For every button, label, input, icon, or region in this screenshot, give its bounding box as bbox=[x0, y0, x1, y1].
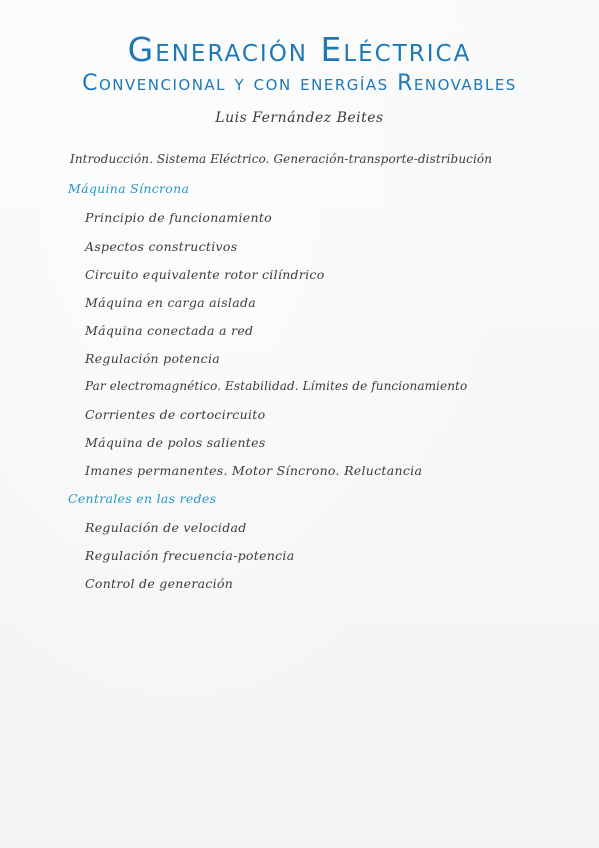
list-item: Máquina en carga aislada bbox=[85, 295, 257, 310]
list-item: Par electromagnético. Estabilidad. Límites de funcionamiento bbox=[85, 379, 468, 393]
list-item: Aspectos constructivos bbox=[85, 239, 238, 254]
list-item: Regulación frecuencia-potencia bbox=[85, 548, 295, 563]
list-item: Principio de funcionamiento bbox=[85, 210, 273, 225]
list-item: Máquina conectada a red bbox=[85, 323, 254, 338]
list-item: Máquina de polos salientes bbox=[85, 435, 266, 450]
list-item: Control de generación bbox=[85, 576, 234, 591]
list-item: Circuito equivalente rotor cilíndrico bbox=[85, 267, 325, 282]
section-heading-maquina-sincrona: Máquina Síncrona bbox=[68, 181, 190, 196]
page-title: Generación Eléctrica bbox=[127, 30, 472, 69]
list-item: Corrientes de cortocircuito bbox=[85, 407, 266, 422]
section-heading-centrales: Centrales en las redes bbox=[68, 491, 217, 506]
list-item: Imanes permanentes. Motor Síncrono. Reluctancia bbox=[85, 463, 423, 478]
author-name: Luis Fernández Beites bbox=[215, 110, 384, 126]
list-item: Regulación de velocidad bbox=[85, 520, 247, 535]
page-subtitle: Convencional y con energías Renovables bbox=[82, 71, 517, 96]
list-item: Regulación potencia bbox=[85, 351, 221, 366]
intro-line: Introducción. Sistema Eléctrico. Generación-transporte-distribución bbox=[70, 152, 493, 166]
